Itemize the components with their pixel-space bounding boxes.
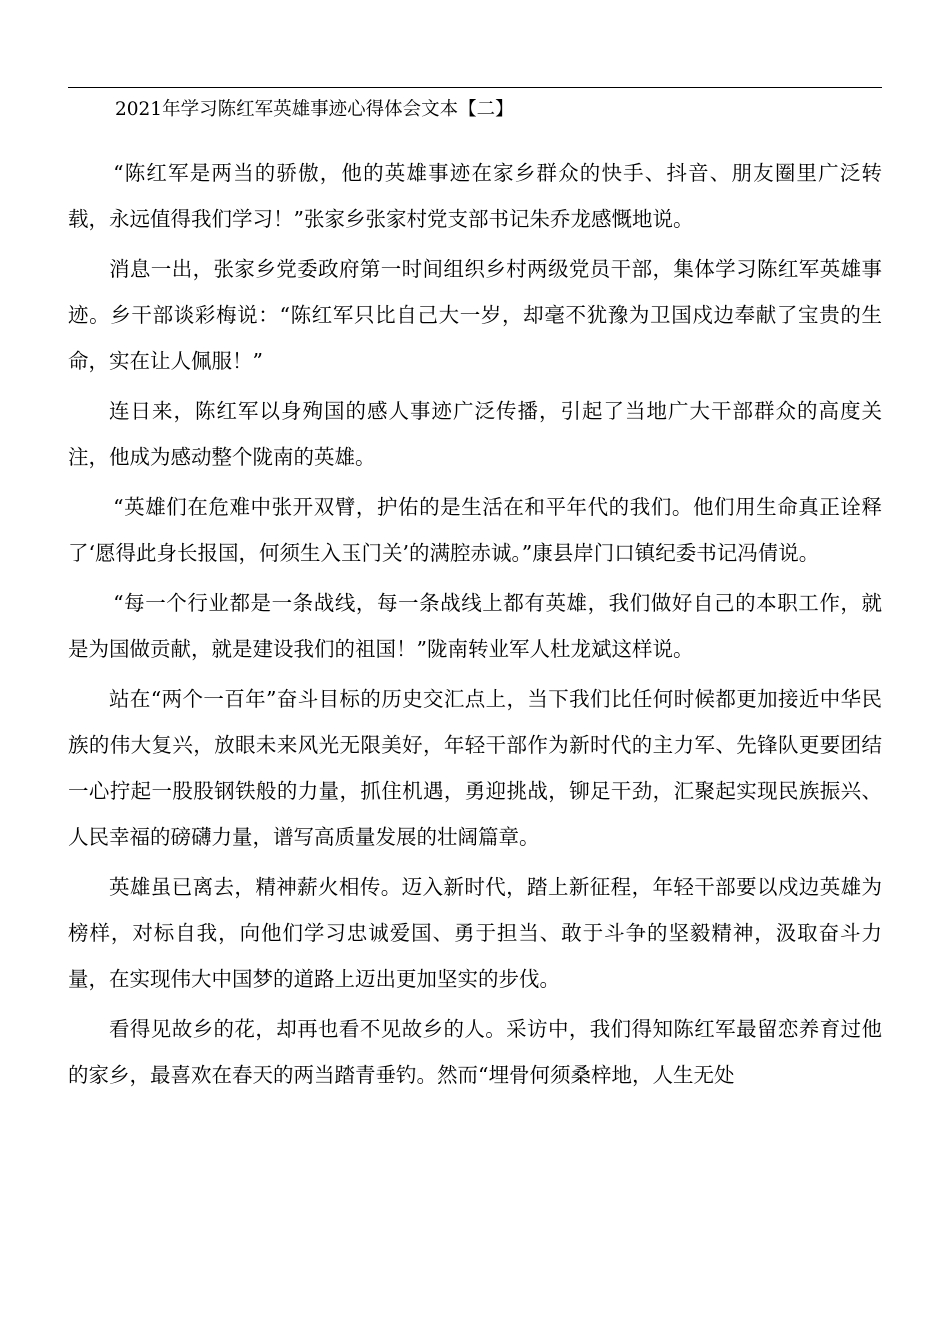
paragraph-3: 连日来，陈红军以身殉国的感人事迹广泛传播，引起了当地广大干部群众的高度关注，他成为感动整个陇南的英雄。 [68,399,882,469]
header-rule [68,87,882,88]
paragraph-2: 消息一出，张家乡党委政府第一时间组织乡村两级党员干部，集体学习陈红军英雄事迹。乡干部谈彩梅说：“陈红军只比自己大一岁，却毫不犹豫为卫国戍边奉献了宝贵的生命，实在让人佩服！” [68,257,882,373]
paragraph-4: “英雄们在危难中张开双臂，护佑的是生活在和平年代的我们。他们用生命真正诠释了‘愿得此身长报国，何须生入玉门关’的满腔赤诚。”康县岸门口镇纪委书记冯倩说。 [68,495,882,565]
paragraph-8: 看得见故乡的花，却再也看不见故乡的人。采访中，我们得知陈红军最留恋养育过他的家乡，最喜欢在春天的两当踏青垂钓。然而“埋骨何须桑梓地，人生无处 [68,1017,882,1087]
document-body [68,150,882,1102]
paragraph-6: 站在“两个一百年”奋斗目标的历史交汇点上，当下我们比任何时候都更加接近中华民族的伟大复兴，放眼未来风光无限美好，年轻干部作为新时代的主力军、先锋队更要团结一心拧起一股股钢铁般的力量，抓住机遇，勇迎挑战，铆足干劲，汇聚起实现民族振兴、人民幸福的磅礴力量，谱写高质量发展的壮阔篇章。 [68,687,882,849]
paragraph-1: “陈红军是两当的骄傲，他的英雄事迹在家乡群众的快手、抖音、朋友圈里广泛转载，永远值得我们学习！”张家乡张家村党支部书记朱乔龙感慨地说。 [68,161,882,231]
paragraph-5: “每一个行业都是一条战线，每一条战线上都有英雄，我们做好自己的本职工作，就是为国做贡献，就是建设我们的祖国！”陇南转业军人杜龙斌这样说。 [68,591,882,661]
paragraph-7: 英雄虽已离去，精神薪火相传。迈入新时代，踏上新征程，年轻干部要以戍边英雄为榜样，对标自我，向他们学习忠诚爱国、勇于担当、敢于斗争的坚毅精神，汲取奋斗力量，在实现伟大中国梦的道路上迈出更加坚实的步伐。 [68,875,882,991]
document-title: 2021年学习陈红军英雄事迹心得体会文本【二】 [115,99,514,120]
